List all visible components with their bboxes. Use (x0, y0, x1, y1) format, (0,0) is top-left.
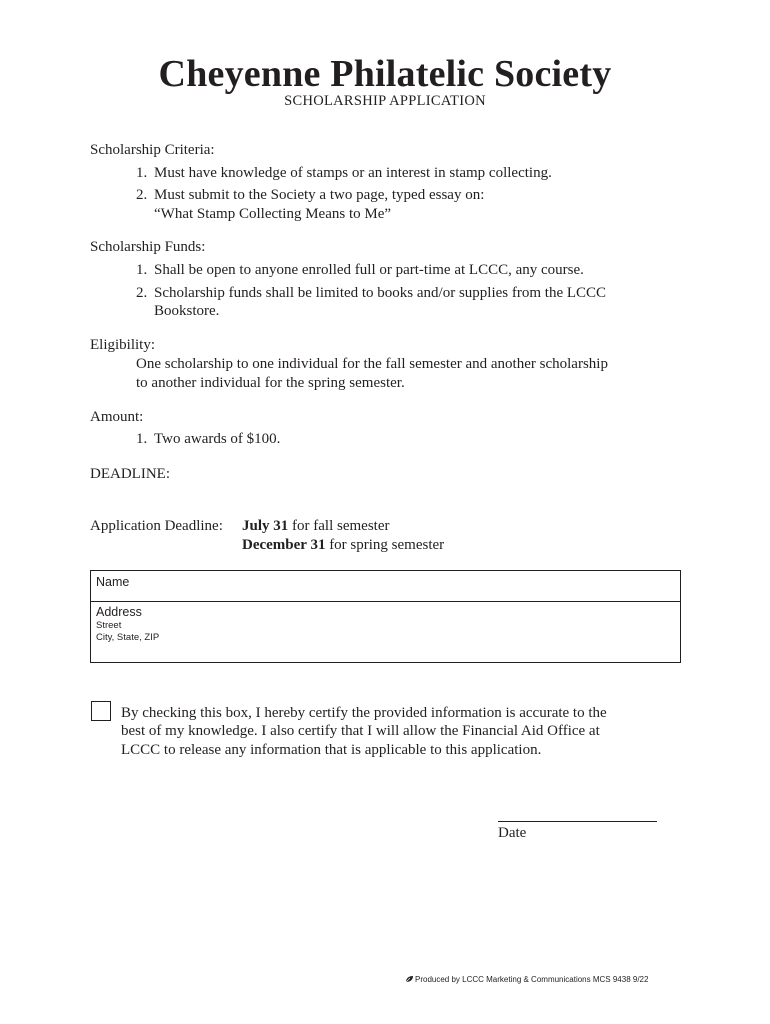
funds-item-2-num: 2. (136, 285, 148, 301)
funds-item-1-num: 1. (136, 262, 148, 278)
fall-deadline (242, 517, 389, 536)
fall-deadline-date: July 31 (242, 518, 289, 534)
name-label: Name (96, 575, 130, 589)
name-field[interactable] (91, 571, 680, 602)
eligibility-heading: Eligibility: (90, 337, 156, 353)
funds-item-2-text: Scholarship funds shall be limited to books and/or supplies from the LCCC (154, 285, 607, 301)
criteria-item-1-num: 1. (136, 165, 148, 181)
spring-deadline (242, 536, 444, 555)
page-title: Cheyenne Philatelic Society (158, 53, 612, 95)
spring-deadline-text: for spring semester (329, 537, 445, 553)
application-deadline-label: Application Deadline: (90, 518, 223, 534)
spring-deadline-date: December 31 (242, 537, 326, 553)
funds-item-2-cont: Bookstore. (154, 303, 220, 319)
address-field[interactable] (91, 602, 680, 662)
footer-text: Produced by LCCC Marketing & Communications MCS 9438 9/22 (415, 975, 649, 984)
deadline-heading: DEADLINE: (90, 466, 170, 482)
certify-checkbox[interactable] (91, 701, 111, 721)
certification-line-2: best of my knowledge. I also certify that I will allow the Financial Aid Office at (121, 723, 600, 739)
amount-heading: Amount: (90, 409, 144, 425)
footer (405, 975, 648, 984)
criteria-item-2-num: 2. (136, 187, 148, 203)
amount-item-1-text: Two awards of $100. (154, 431, 281, 447)
funds-item-1-text: Shall be open to anyone enrolled full or part-time at LCCC, any course. (154, 262, 584, 278)
certification-line-3: LCCC to release any information that is applicable to this application. (121, 742, 542, 758)
funds-item-1 (136, 261, 584, 280)
city-state-zip-label: City, State, ZIP (96, 632, 160, 643)
criteria-item-2-cont: “What Stamp Collecting Means to Me” (154, 206, 392, 222)
criteria-heading: Scholarship Criteria: (90, 142, 215, 158)
eligibility-line-2: to another individual for the spring semester. (136, 375, 405, 391)
criteria-item-2-text: Must submit to the Society a two page, typed essay on: (154, 187, 485, 203)
date-label: Date (498, 825, 527, 841)
criteria-item-2 (136, 186, 484, 205)
address-label: Address (96, 605, 142, 619)
criteria-item-1 (136, 164, 552, 183)
applicant-info-form (90, 570, 681, 663)
eligibility-line-1: One scholarship to one individual for the fall semester and another scholarship (136, 356, 608, 372)
date-signature-line[interactable] (498, 821, 657, 822)
leaf-logo-icon (405, 975, 414, 983)
criteria-item-1-text: Must have knowledge of stamps or an interest in stamp collecting. (154, 165, 552, 181)
street-label: Street (96, 620, 122, 631)
amount-item-1 (136, 430, 280, 449)
certification-line-1: By checking this box, I hereby certify the provided information is accurate to the (121, 705, 607, 721)
amount-item-1-num: 1. (136, 431, 148, 447)
funds-heading: Scholarship Funds: (90, 239, 206, 255)
fall-deadline-text: for fall semester (292, 518, 390, 534)
page-subtitle: SCHOLARSHIP APPLICATION (284, 93, 486, 109)
funds-item-2 (136, 284, 606, 303)
